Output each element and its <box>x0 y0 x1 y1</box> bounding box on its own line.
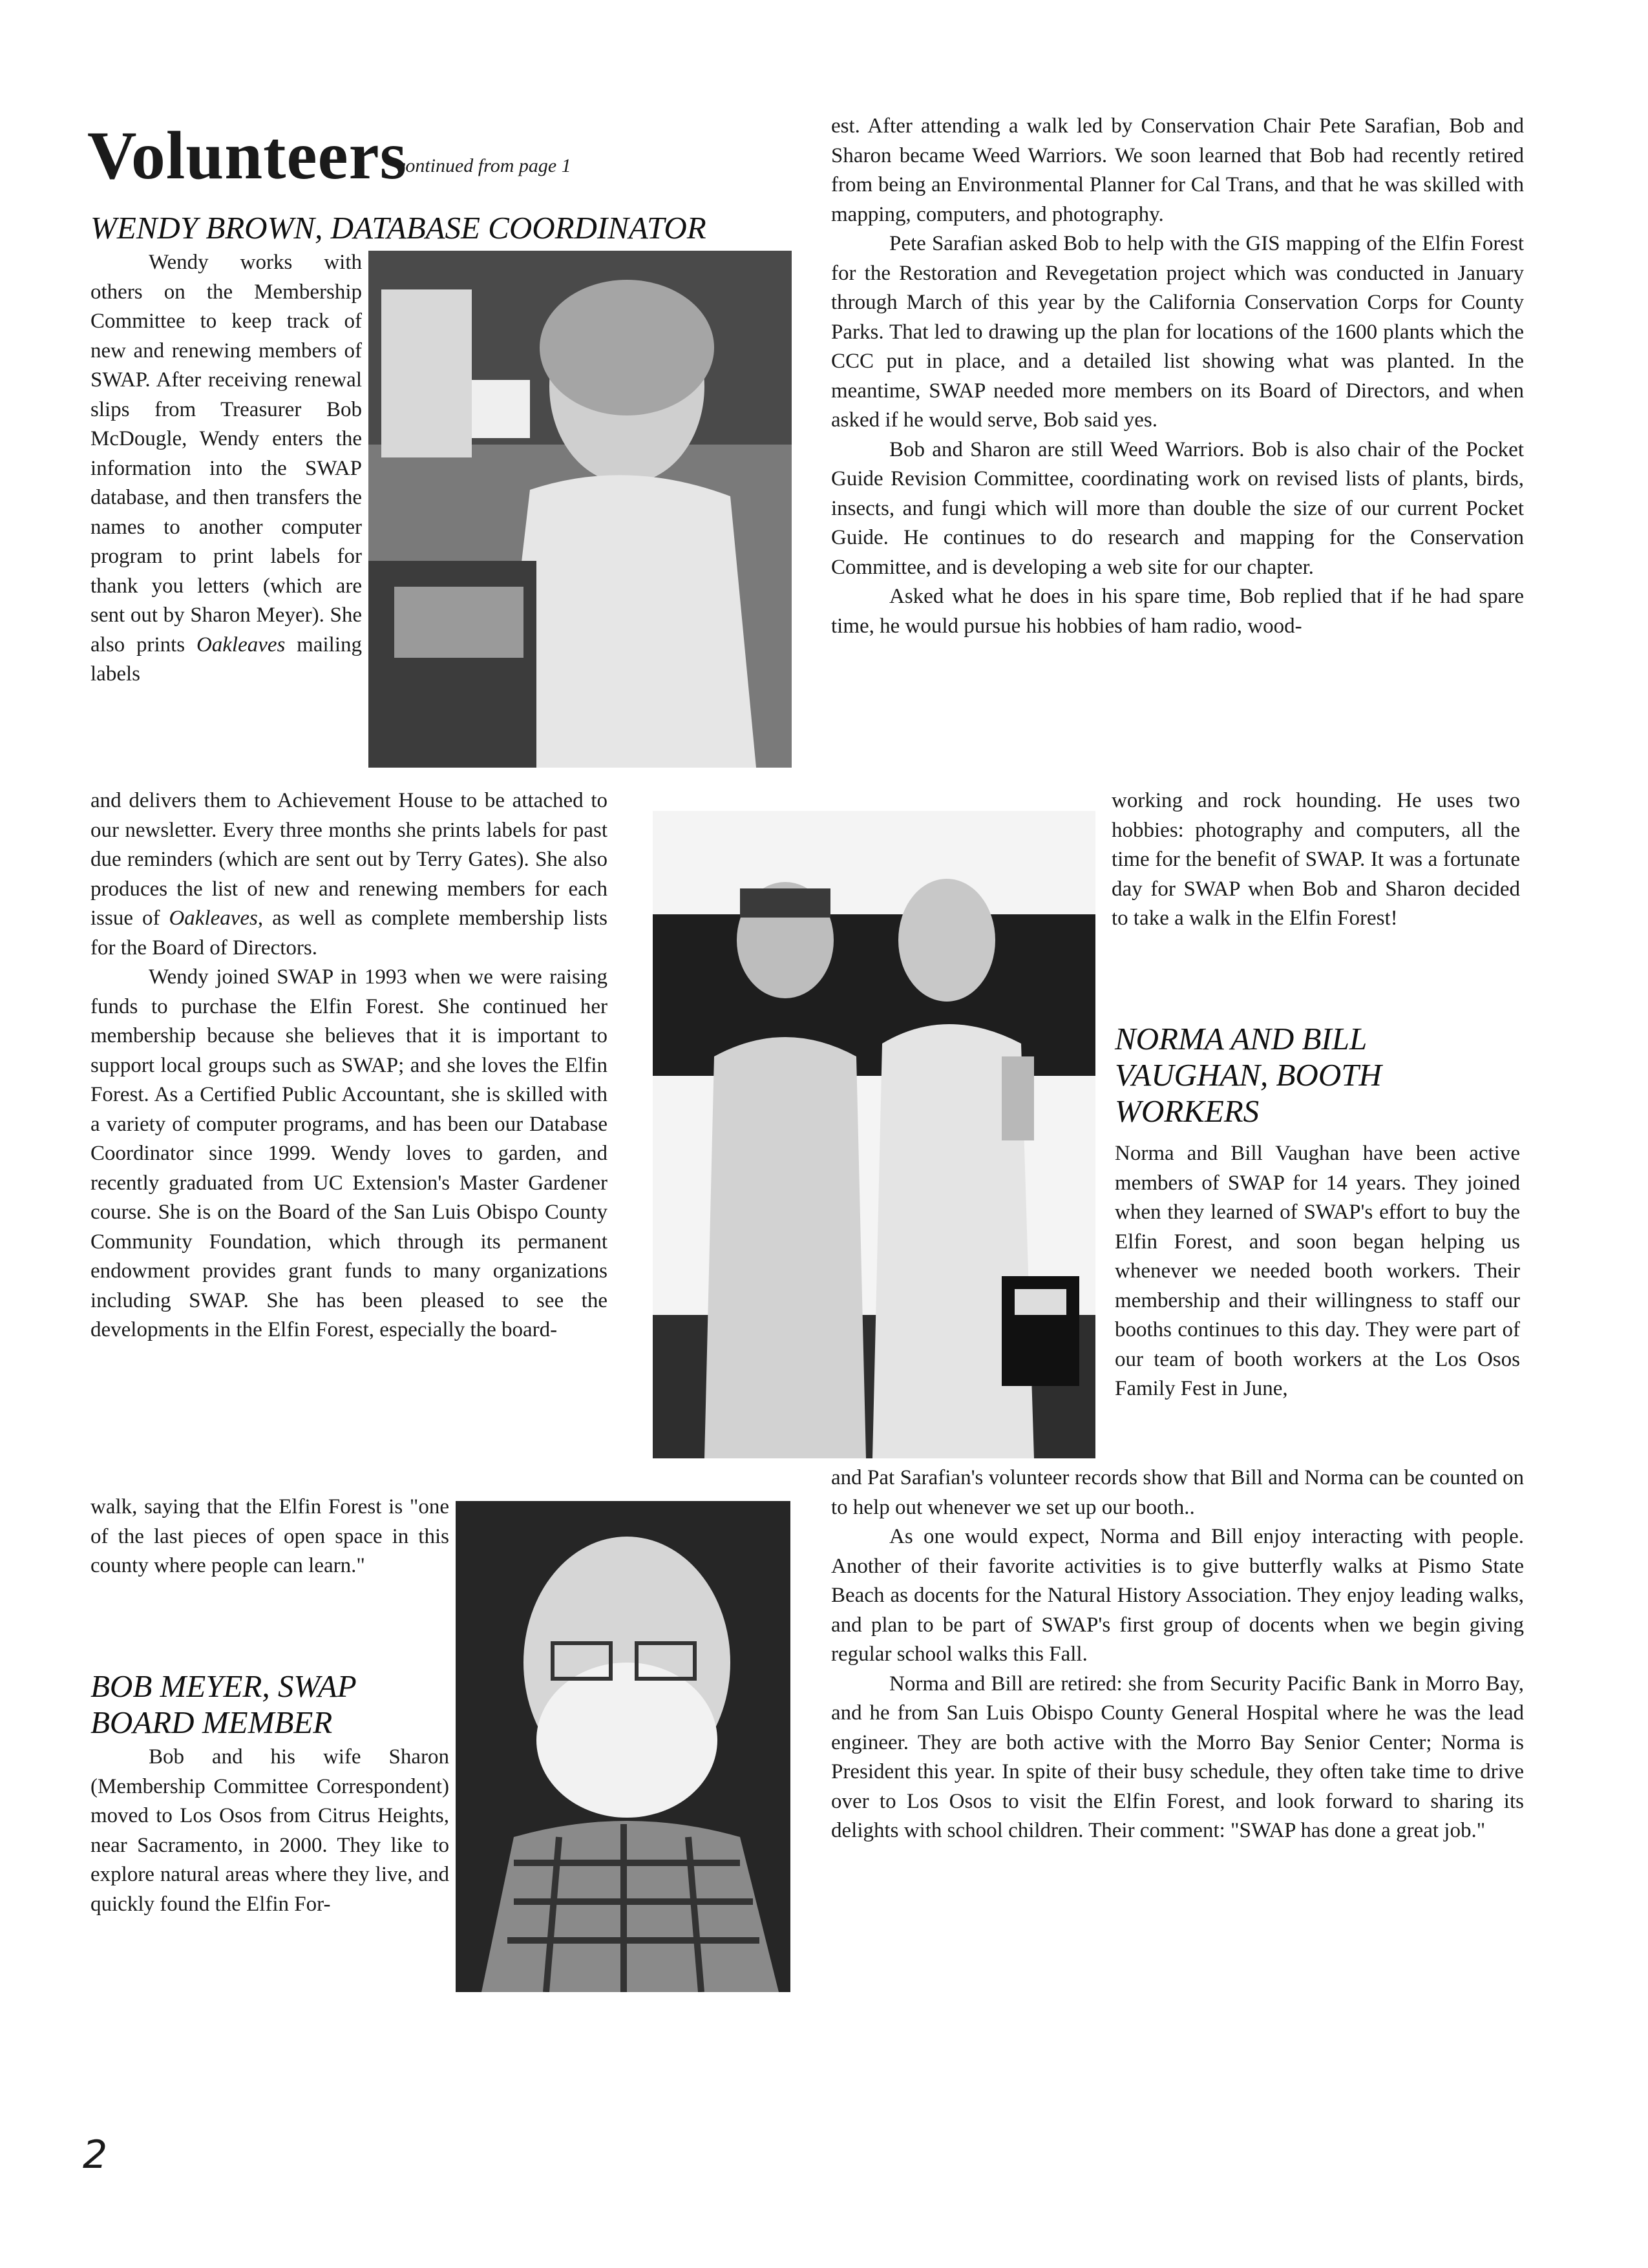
wendy-text-narrow: Wendy works with others on the Membership Committee to keep track of new and renewing members of SWAP. After receiving renewal slips from Treasurer Bob McDougle, Wendy enters the information into the SWAP database, and then transfers the names to another computer program to print labels for thank you letters (which are sent out by Sharon Meyer). She also prints Oakleaves mailing labels <box>90 251 362 686</box>
norma-text-wide: and Pat Sarafian's volunteer records show that Bill and Norma can be counted on to help out whenever we set up our booth.. As one would expect, Norma and Bill enjoy interacting with people. Another of their favorite activities is to give butterfly walks at Pismo State Beach as docents for the Natural History Association. They enjoy leading walks, and plan to be part of SWAP's first group of docents when we begin giving regular school walks this Fall. Norma and Bill are retired: she from Security Pacific Bank in Morro Bay, and he from San Luis Obispo County General Hospital where he was the lead engineer. They are both active with the Morro Bay Senior Center; Norma is President this year. In spite of their busy schedule, they often take time to drive over to Los Osos to visit the Elfin Forest, and look forward to sharing its delights with school children. Their comment: "SWAP has done a great job." <box>831 1466 1524 1842</box>
norma-heading: NORMA AND BILL VAUGHAN, BOOTH WORKERS <box>1115 1021 1382 1129</box>
bob-text-left: Bob and his wife Sharon (Membership Committee Correspondent) moved to Los Osos from Citrus Heights, near Sacramento, in 2000. They like to explore natural areas where they live, and quickly found the Elfin For- <box>90 1745 449 1916</box>
wendy-heading: WENDY BROWN, DATABASE COORDINATOR <box>90 210 706 246</box>
wendy-photo <box>368 251 792 768</box>
page-number: 2 <box>83 2132 108 2178</box>
vaughan-photo <box>653 811 1095 1458</box>
page-title: Volunteers <box>87 118 407 193</box>
continued-note: continued from page 1 <box>397 155 571 176</box>
bob-text-end: working and rock hounding. He uses two hobbies: photography and computers, all the time for the benefit of SWAP. It was a fortunate day for SWAP when Bob and Sharon decided to take a walk in the Elfin Forest! <box>1112 789 1520 930</box>
wendy-text-end: walk, saying that the Elfin Forest is "one of the last pieces of open space in this county where people can learn." <box>90 1495 449 1577</box>
bob-text-right: est. After attending a walk led by Conservation Chair Pete Sarafian, Bob and Sharon became Weed Warriors. We soon learned that Bob had recently retired from being an Environmental Planner for Cal Trans, and that he was skilled with mapping, computers, and photography. Pete Sarafian asked Bob to help with the GIS mapping of the Elfin Forest for the Restoration and Revegetation project which was conducted in January through March of this year by the California Conservation Corps for County Parks. That led to drawing up the plan for locations of the 1600 plants which the CCC put in place, and a detailed list showing what was planted. In the meantime, SWAP needed more members on its Board of Directors, and when asked if he would serve, Bob said yes. Bob and Sharon are still Weed Warriors. Bob is also chair of the Pocket Guide Revision Committee, coordinating work on revised lists of plants, birds, insects, and fungi which will more than double the size of our current Pocket Guide. He continues to do research and mapping for the Conservation Committee, and is developing a web site for our chapter. Asked what he does in his spare time, Bob replied that if he had spare time, he would pursue his hobbies of ham radio, wood- <box>831 114 1524 638</box>
norma-text-narrow: Norma and Bill Vaughan have been active members of SWAP for 14 years. They joined when they learned of SWAP's effort to buy the Elfin Forest, and soon began helping us whenever we needed booth workers. Their membership and their willingness to staff our booths continues to this day. They were part of our team of booth workers at the Los Osos Family Fest in June, <box>1115 1142 1520 1400</box>
bob-photo <box>456 1501 790 1992</box>
bob-heading: BOB MEYER, SWAP BOARD MEMBER <box>90 1668 356 1740</box>
wendy-text-wide: and delivers them to Achievement House to be attached to our newsletter. Every three months she prints labels for past due reminders (which are sent out by Terry Gates). She also produces the list of new and renewing members for each issue of Oakleaves, as well as complete membership lists for the Board of Directors. Wendy joined SWAP in 1993 when we were raising funds to purchase the Elfin Forest. She continued her membership because she believes that it is important to support local groups such as SWAP; and she loves the Elfin Forest. As a Certified Public Accountant, she is skilled with a variety of computer programs, and has been our Database Coordinator since 1999. Wendy loves to garden, and recently graduated from UC Extension's Master Gardener course. She is on the Board of the San Luis Obispo County Community Foundation, which through its permanent endowment provides grant funds to many organizations including SWAP. She has been pleased to see the developments in the Elfin Forest, especially the board- <box>90 789 607 1341</box>
